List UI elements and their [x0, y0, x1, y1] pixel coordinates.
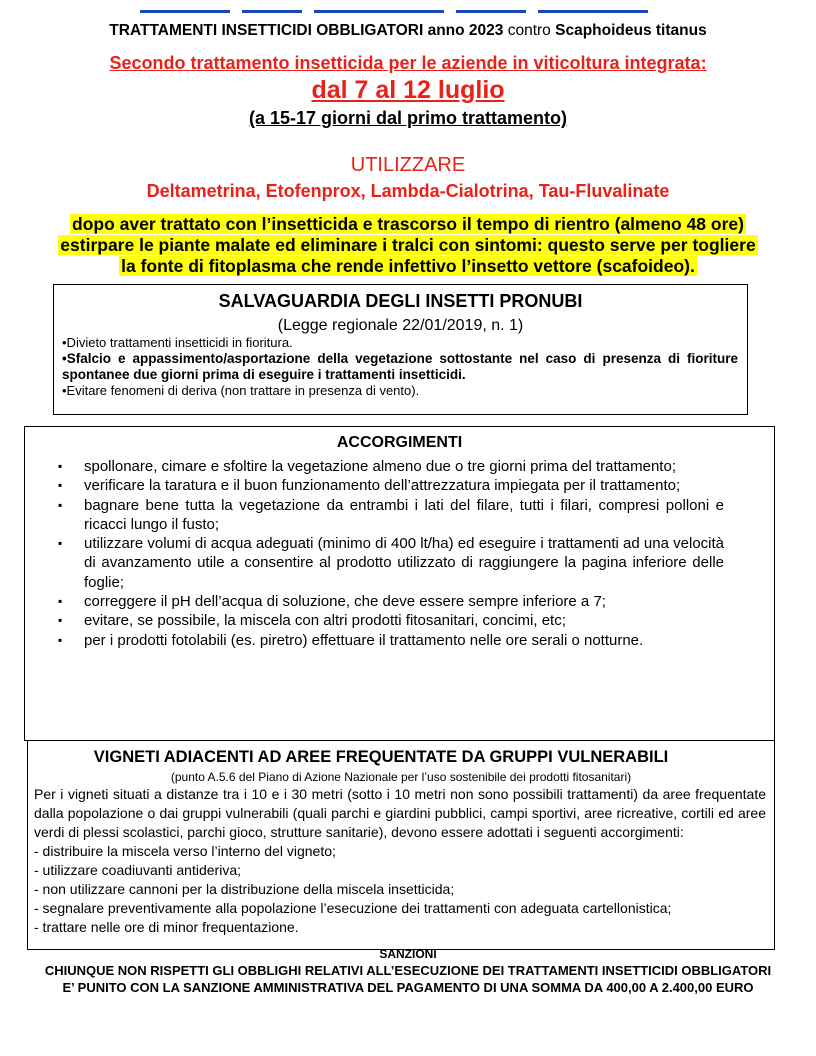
list-item: ▪ per i prodotti fotolabili (es. piretro) effettuare il trattamento nelle ore serali o notturne. [58, 631, 724, 650]
accorgimenti-box [24, 426, 775, 741]
treatment-dates: dal 7 al 12 luglio [311, 76, 505, 104]
pronubi-law: (Legge regionale 22/01/2019, n. 1) [277, 317, 524, 334]
pronubi-list [62, 335, 738, 399]
highlight-line-3: la fonte di fitoplasma che rende infettivo l’insetto vettore (scafoideo). [121, 256, 695, 276]
vigneti-paragraph: Per i vigneti situati a distanze tra i 10 e i 30 metri (sotto i 10 metri non sono possibili trattamenti) da aree frequentate dalla popolazione o dai gruppi vulnerabili (quali parchi e giardini pubblici, campi sportivi, aree ricreative, cortili ed aree verdi di plessi scolastici, parchi gioco, strutture sanitarie), devono essere adottati i seguenti accorgimenti: [34, 786, 766, 840]
title-part-2: contro [507, 22, 551, 39]
vigneti-body [34, 785, 766, 937]
list-item: - trattare nelle ore di minor frequentazione. [34, 919, 299, 935]
list-item: - utilizzare coadiuvanti antideriva; [34, 862, 241, 878]
pronubi-title: SALVAGUARDIA DEGLI INSETTI PRONUBI [218, 291, 583, 311]
list-item: ▪ verificare la taratura e il buon funzionamento dell’attrezzatura impiegata per il trattamento; [58, 476, 724, 495]
document-title [0, 22, 816, 40]
sanzioni-text: CHIUNQUE NON RISPETTI GLI OBBLIGHI RELATIVI ALL’ESECUZIONE DEI TRATTAMENTI INSETTICIDI OBBLIGATORI E’ PUNITO CON LA SANZIONE AMMINISTRATIVA DEL PAGAMENTO DI UNA SOMMA DA 400,00 A 2.400,00 EURO [44, 963, 772, 995]
list-item: ▪ correggere il pH dell’acqua di soluzione, che deve essere sempre inferiore a 7; [58, 592, 724, 611]
list-item: •Divieto trattamenti insetticidi in fioritura. [62, 335, 293, 350]
sanzioni-title: SANZIONI [379, 947, 437, 961]
list-item: ▪ bagnare bene tutta la vegetazione da entrambi i lati del filare, tutti i filari, compresi polloni e ricacci lungo il fusto; [58, 496, 724, 535]
list-item: ▪ utilizzare volumi di acqua adeguati (minimo di 400 lt/ha) ed eseguire i trattamenti ad una velocità di avanzamento utile a consentire al prodotto utilizzato di raggiungere la pagina inferiore delle foglie; [58, 534, 724, 592]
vigneti-subtitle: (punto A.5.6 del Piano di Azione Nazionale per l’uso sostenibile dei prodotti fitosanitari) [170, 770, 632, 784]
accorgimenti-list [58, 457, 724, 650]
days-note: (a 15-17 giorni dal primo trattamento) [248, 108, 568, 128]
use-label: UTILIZZARE [350, 154, 466, 176]
second-treatment-heading: Secondo trattamento insetticida per le aziende in viticoltura integrata: [109, 53, 707, 73]
list-item: - distribuire la miscela verso l’interno del vigneto; [34, 843, 336, 859]
vigneti-list [34, 842, 766, 937]
list-item: •Evitare fenomeni di deriva (non trattare in presenza di vento). [62, 383, 420, 398]
title-part-3: Scaphoideus titanus [555, 22, 707, 39]
title-part-1: TRATTAMENTI INSETTICIDI OBBLIGATORI anno 2023 [109, 22, 504, 39]
vigneti-box [27, 740, 775, 950]
highlight-line-1: dopo aver trattato con l’insetticida e trascorso il tempo di rientro (almeno 48 ore) [72, 214, 744, 234]
list-item: •Sfalcio e appassimento/asportazione della vegetazione sottostante nel caso di presenza di fioriture spontanee due giorni prima di eseguire i trattamenti insetticidi. [62, 351, 738, 382]
list-item: - segnalare preventivamente alla popolazione l’esecuzione dei trattamenti con adeguata cartellonistica; [34, 900, 672, 916]
highlight-notice [0, 214, 816, 277]
vigneti-title: VIGNETI ADIACENTI AD AREE FREQUENTATE DA GRUPPI VULNERABILI [93, 748, 669, 766]
accorgimenti-title: ACCORGIMENTI [336, 434, 463, 451]
products-list: Deltametrina, Etofenprox, Lambda-Cialotrina, Tau-Fluvalinate [146, 181, 670, 201]
list-item: ▪ spollonare, cimare e sfoltire la vegetazione almeno due o tre giorni prima del trattamento; [58, 457, 724, 476]
list-item: - non utilizzare cannoni per la distribuzione della miscela insetticida; [34, 881, 455, 897]
cropped-top-text-fragment [140, 0, 700, 6]
list-item: ▪ evitare, se possibile, la miscela con altri prodotti fitosanitari, concimi, etc; [58, 611, 724, 630]
highlight-line-2: estirpare le piante malate ed eliminare i tralci con sintomi: questo serve per togliere [60, 235, 756, 255]
pronubi-box [53, 284, 748, 415]
